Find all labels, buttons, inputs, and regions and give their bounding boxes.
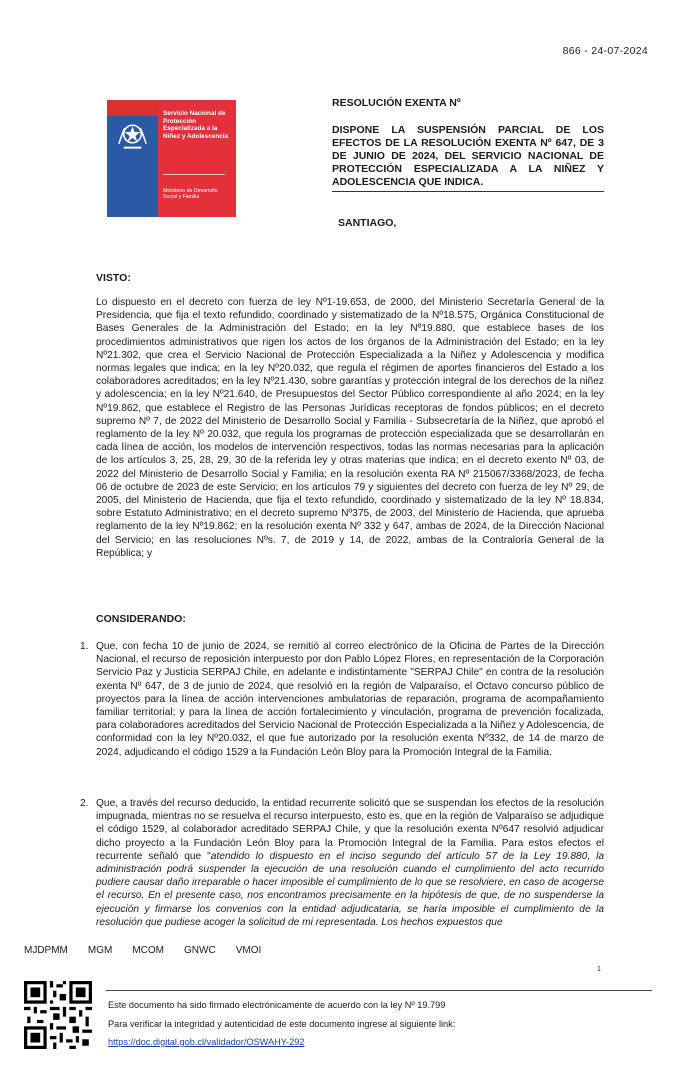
initials: MJDPMM <box>24 945 68 956</box>
resolution-heading: RESOLUCIÓN EXENTA Nº <box>332 97 461 109</box>
document-number: 866 - 24-07-2024 <box>562 45 648 57</box>
initials-row <box>24 945 324 956</box>
considerando-item <box>80 640 604 759</box>
considerando-item <box>80 797 604 937</box>
city-label: SANTIAGO, <box>338 217 397 229</box>
item-text <box>96 797 604 929</box>
resolution-subject: DISPONE LA SUSPENSIÓN PARCIAL DE LOS EFECTOS DE LA RESOLUCIÓN EXENTA Nº 647, DE 3 DE JUNIO DE 2024, DEL SERVICIO NACIONAL DE PROTECCIÓN ESPECIALIZADA A LA NIÑEZ Y ADOLESCENCIA QUE INDICA. <box>332 124 604 188</box>
visto-heading: VISTO: <box>96 272 131 284</box>
verification-link[interactable]: https://doc.digital.gob.cl/validador/OSWAHY-292 <box>108 1037 305 1047</box>
logo-divider <box>163 174 225 175</box>
initials: GNWC <box>184 945 216 956</box>
item-number: 2. <box>80 798 89 809</box>
visto-text: Lo dispuesto en el decreto con fuerza de ley Nº1-19.653, de 2000, del Ministerio Secretaría General de la Presidencia, que fija el texto refundido, coordinado y sistematizado de la Nº18.575, Orgánica Constitucional de Bases Generales de la Administración del Estado; en la ley Nº19.880, que establece bases de los procedimientos administrativos que rigen los actos de los órganos de la Administración del Estado; en la ley Nº21.302, que crea el Servicio Nacional de Protección Especializada a la Niñez y Adolescencia y modifica normas legales que indica; en la ley Nº20.032, que regula el régimen de aportes financieros del Estado a los colaboradores acreditados; en la ley Nº21.430, sobre garantías y protección integral de los derechos de la niñez y adolescencia; en la ley Nº21.640, de Presupuestos del Sector Público correspondiente al año 2024; en la ley Nº19.862, que establece el Registro de las Personas Jurídicas receptoras de fondos públicos; en el decreto supremo Nº 7, de 2022 del Ministerio de Desarrollo Social y Familia - Subsecretaría de la Niñez, que aprobó el reglamento de la ley Nº 20.032, que regula los programas de protección especializada que se desarrollarán en cada línea de acción, los modelos de intervención respectivos, todas las normas necesarias para la aplicación de los artículos 3, 25, 28, 29, 30 de la referida ley y otras materias que indica; en el decreto exento Nº 03, de 2022 del Ministerio de Desarrollo Social y Familia; en la resolución exenta RA Nº 215067/3368/2023, de fecha 06 de octubre de 2023 de este Servicio; en los artículos 79 y siguientes del decreto con fuerza de ley Nº 29, de 2005, del Ministerio de Hacienda, que fija el texto refundido, coordinado y sistematizado de la ley Nº 18.834, sobre Estatuto Administrativo; en el decreto supremo Nº375, de 2003, del Ministerio de Hacienda, que aprueba reglamento de la ley Nº19.862; en la resolución exenta Nº 332 y 647, ambas de 2024, de la Dirección Nacional del Servicio; en las resoluciones Nºs. 7, de 2019 y 14, de 2022, ambas de la Contraloría General de la República; y <box>96 297 604 559</box>
considerando-heading: CONSIDERANDO: <box>96 613 186 625</box>
logo-title: Servicio Nacional de Protección Especializada a la Niñez y Adolescencia <box>163 110 229 140</box>
item-quote: atendido lo dispuesto en el inciso segundo del artículo 57 de la Ley 19.880, la administración podrá suspender la ejecución de una resolución cuando el cumplimiento del acto recurrido pudiere causar daño irreparable o hacer imposible el cumplimiento de lo que se resolviere, en caso de acogerse el recurso. En el presente caso, nos encontramos precisamente en la hipótesis de que, de no suspenderse la ejecución y firmarse los convenios con la entidad adjudicataria, se haría imposible el cumplimiento de la resolución que pudiese acoger la solicitud de mi representada. Los hechos expuestos que <box>96 850 604 928</box>
initials: MCOM <box>132 945 165 956</box>
qr-code-icon[interactable] <box>24 981 92 1049</box>
initials: VMOI <box>235 945 262 956</box>
item-text: Que, con fecha 10 de junio de 2024, se remitió al correo electrónico de la Oficina de Partes de la Dirección Nacional, el recurso de reposición interpuesto por don Pablo López Flores, en representación de la Corporación Servicio Paz y Justicia SERPAJ Chile, en adelante e indistintamente "SERPAJ Chile" en contra de la resolución exenta Nº 647, de 3 de junio de 2024, que resolvió en la región de Valparaíso, el Octavo concurso público de proyectos para la línea de acción intervenciones ambulatorias de reparación, programa de acompañamiento familiar territorial; y para la línea de acción fortalecimiento y vinculación, programa de prevención focalizada, para colaboradores acreditados del Servicio Nacional de Protección Especializada a la Niñez y Adolescencia, de conformidad con la ley Nº20.032, el que fue autorizado por la resolución exenta Nº332, de 14 de marzo de 2024, adjudicando el código 1529 a la Fundación León Bloy para la Promoción Integral de la Familia. <box>96 641 604 758</box>
item-text-body: Que, a través del recurso deducido, la entidad recurrente solicitó que se suspendan los efectos de la resolución impugnada, mientras no se resuelva el recurso interpuesto, esto es, que en la región de Valparaíso se adjudique el código 1529, al colaborador acreditado SERPAJ Chile, y que la resolución exenta Nº647 resolvió adjudicar dicho proyecto a la Fundación León Bloy para la Promoción Integral de la Familia. Para estos efectos el recurrente señaló que " <box>96 798 604 862</box>
footer-divider <box>106 990 652 991</box>
item-number: 1. <box>80 641 89 652</box>
signature-notice: Este documento ha sido firmado electrónicamente de acuerdo con la ley Nº 19.799 <box>108 1000 446 1010</box>
coat-of-arms-icon <box>113 114 152 154</box>
verification-notice: Para verificar la integridad y autenticidad de este documento ingrese al siguiente link: <box>108 1019 456 1029</box>
subject-divider <box>332 191 604 192</box>
page-mark: 1 <box>597 966 601 973</box>
logo-ministry: Ministerio de Desarrollo Social y Familia <box>163 188 218 200</box>
initials: MGM <box>87 945 113 956</box>
institution-logo <box>107 100 236 217</box>
